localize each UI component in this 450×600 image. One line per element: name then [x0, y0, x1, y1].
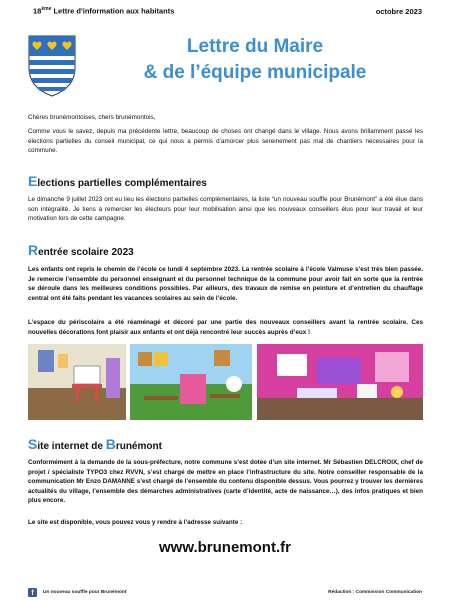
section-title-elections: Elections partielles complémentaires — [28, 173, 207, 189]
title-line-1: Lettre du Maire — [186, 36, 324, 57]
page-title — [90, 34, 420, 86]
footer-left: Un nouveau souffle pour Brunémont — [43, 589, 127, 595]
section-title-site: Site internet de Brunémont — [28, 436, 162, 452]
issue-label: 18ème Lettre d'information aux habitants — [33, 6, 175, 16]
section-title-rentree: Rentrée scolaire 2023 — [28, 242, 134, 258]
intro-paragraph: Comme vous le savez, depuis ma précédente lettre, beaucoup de choses ont changé dans le village. Nous avons brillamment passé les élections partielles du conseil municipal, ce qui nous a permis d’amorcer plus sereinement pas mal de chantiers nécessaires pour la commune. — [28, 128, 423, 154]
coat-of-arms-icon — [26, 34, 78, 98]
issue-date: octobre 2023 — [375, 6, 422, 16]
photo-periscolaire-3 — [257, 344, 423, 420]
site-paragraph: Conformément à la demande de la sous-préfecture, notre commune s’est dotée d’un site internet. Mr Sébastien DELCROIX, chef de projet / spécialiste TYPO3 chez RVVN, s’est chargé de mettre en place l’infrastructure du site. Notre conseiller responsable de la communication Mr Enzo DAMANNE s’est chargé de l’ensemble du contenu disponible dessus. Vous pourrez y trouver les dernières actualités du village, l’ensemble des démarches administratives (carte d’identité, acte de naissance…), des infos pratiques et bien plus encore. — [28, 459, 423, 504]
elections-paragraph: Le dimanche 9 juillet 2023 ont eu lieu les élections partielles complémentaires, la liste “un nouveau souffle pour Brunémont” a été élue dans son intégralité. Je tiens à remercier les électeurs pour leur mobilisation ainsi que les nouveaux conseillers élus pour leur travail et leur motivation lors de cette campagne. — [28, 196, 423, 222]
photo-periscolaire-1 — [28, 344, 126, 420]
greeting: Chères brunémontoises, chers brunémontois, — [28, 114, 156, 121]
rentree-paragraph-2: L’espace du périscolaire a été réaménagé et décoré par une partie des nouveaux conseillers avant la rentrée scolaire. Ces nouvelles décorations font plaisir aux enfants et ont déjà rencontré leur succès auprès d’eux ! — [28, 319, 423, 336]
footer — [28, 587, 422, 597]
site-paragraph-2: Le site est disponible, vous pouvez vous y rendre à l’adresse suivante : — [28, 519, 243, 526]
photo-periscolaire-2 — [130, 344, 252, 420]
footer-right: Rédaction : Commission Communication — [328, 589, 422, 595]
rentree-paragraph: Les enfants ont repris le chemin de l’école ce lundi 4 septembre 2023. La rentrée scolaire à l’école Valmuse s’est très bien passée. Je remercie l’ensemble du personnel enseignant et du personnel technique de la commune pour avoir fait en sorte que la rentrée se déroule dans les meilleures conditions possibles. Par ailleurs, des travaux de remise en peinture et d’entretien du chauffage central ont été faits pendant les vacances scolaires au sein de l’école. — [28, 266, 423, 302]
header-bar — [33, 5, 422, 17]
facebook-icon[interactable]: f — [28, 588, 37, 597]
title-line-2: & de l’équipe municipale — [143, 62, 367, 83]
website-link[interactable]: www.brunemont.fr — [159, 539, 291, 556]
